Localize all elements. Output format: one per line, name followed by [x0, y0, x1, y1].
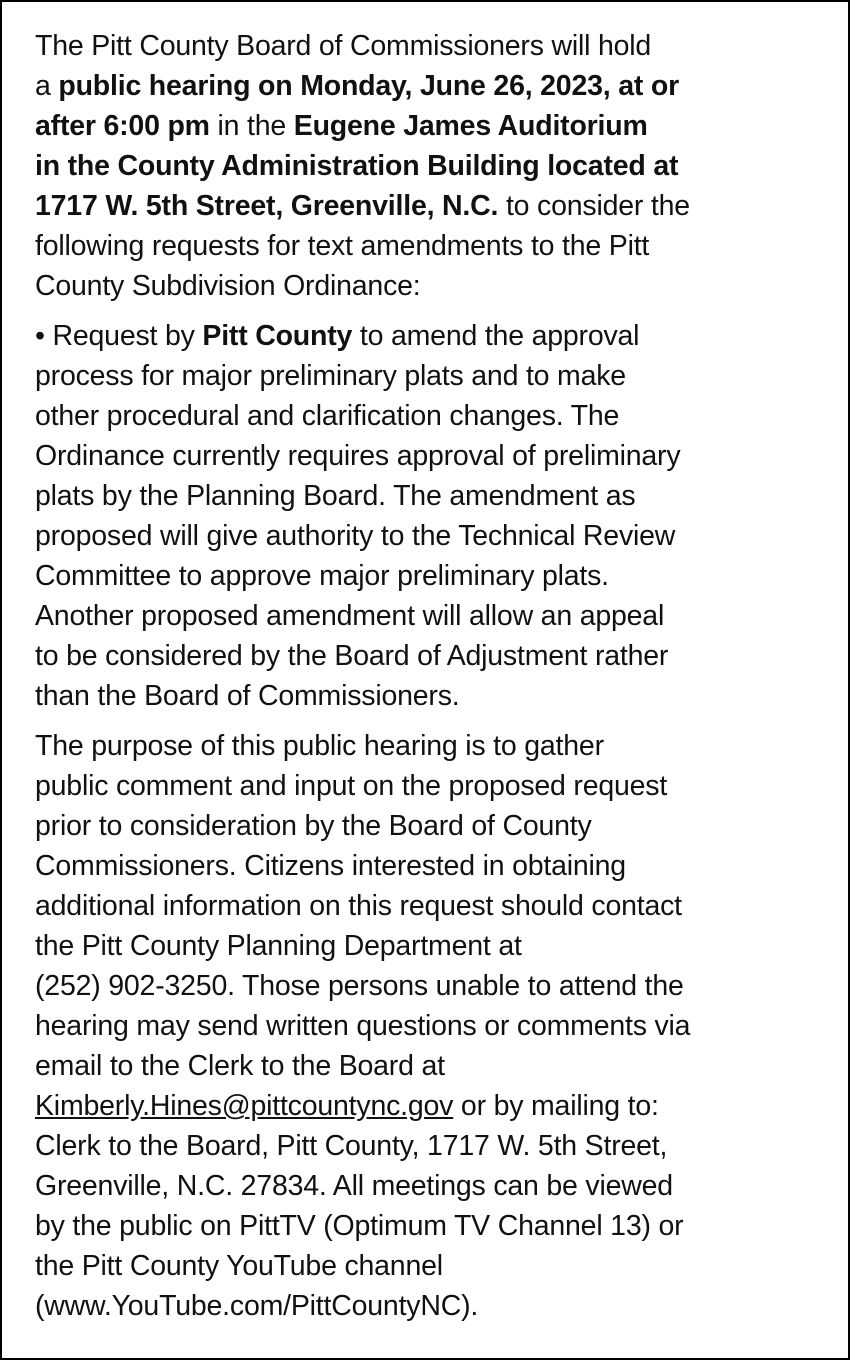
intro-line: 1717 W. 5th Street, Greenville, N.C. to consider the: [35, 190, 690, 222]
purpose-line: Greenville, N.C. 27834. All meetings can be viewed: [35, 1170, 673, 1202]
request-line: than the Board of Commissioners.: [35, 680, 460, 712]
request-paragraph: [35, 316, 818, 716]
intro-line: County Subdivision Ordinance:: [35, 270, 421, 302]
request-line: plats by the Planning Board. The amendment as: [35, 480, 636, 512]
request-line: to be considered by the Board of Adjustment rather: [35, 640, 669, 672]
purpose-line: [35, 1286, 818, 1326]
phone-number: (252) 902-3250. Those persons unable to attend the: [35, 970, 684, 1002]
request-line: Ordinance currently requires approval of preliminary: [35, 440, 681, 472]
request-line: process for major preliminary plats and to make: [35, 360, 626, 392]
purpose-line: Commissioners. Citizens interested in obtaining: [35, 850, 626, 882]
request-line: Committee to approve major preliminary plats.: [35, 560, 609, 592]
purpose-paragraph: [35, 726, 818, 1326]
hearing-date: public hearing on Monday, June 26, 2023, at or: [58, 70, 679, 102]
purpose-line: Kimberly.Hines@pittcountync.gov or by mailing to:: [35, 1090, 659, 1122]
request-line: Another proposed amendment will allow an appeal: [35, 600, 665, 632]
purpose-line: hearing may send written questions or comments via: [35, 1010, 691, 1042]
purpose-line: additional information on this request should contact: [35, 890, 682, 922]
purpose-line: prior to consideration by the Board of County: [35, 810, 592, 842]
purpose-line: Clerk to the Board, Pitt County, 1717 W. 5th Street,: [35, 1130, 668, 1162]
intro-line: following requests for text amendments to the Pitt: [35, 230, 650, 262]
purpose-line: public comment and input on the proposed request: [35, 770, 668, 802]
purpose-line: the Pitt County YouTube channel: [35, 1250, 443, 1282]
hearing-venue: Eugene James Auditorium: [293, 110, 648, 142]
intro-paragraph: [35, 26, 818, 306]
hearing-time: after 6:00 pm: [35, 110, 210, 142]
purpose-line: by the public on PittTV (Optimum TV Channel 13) or: [35, 1210, 684, 1242]
intro-line: The Pitt County Board of Commissioners will hold: [35, 30, 652, 62]
purpose-line: The purpose of this public hearing is to gather: [35, 730, 604, 762]
request-line: proposed will give authority to the Technical Review: [35, 520, 676, 552]
requester-name: Pitt County: [202, 320, 353, 352]
hearing-building: in the County Administration Building located at: [35, 150, 679, 182]
request-line: other procedural and clarification changes. The: [35, 400, 620, 432]
purpose-line: [35, 966, 818, 1006]
youtube-url: (www.YouTube.com/PittCountyNC).: [35, 1290, 479, 1322]
hearing-address: 1717 W. 5th Street, Greenville, N.C.: [35, 190, 499, 222]
intro-line: after 6:00 pm in the Eugene James Auditorium: [35, 110, 648, 142]
intro-line: a public hearing on Monday, June 26, 2023, at or: [35, 70, 679, 102]
request-line: • Request by Pitt County to amend the approval: [35, 320, 640, 352]
intro-line: [35, 146, 818, 186]
purpose-line: email to the Clerk to the Board at: [35, 1050, 445, 1082]
clerk-email-link[interactable]: Kimberly.Hines@pittcountync.gov: [35, 1090, 454, 1122]
purpose-line: the Pitt County Planning Department at: [35, 930, 522, 962]
